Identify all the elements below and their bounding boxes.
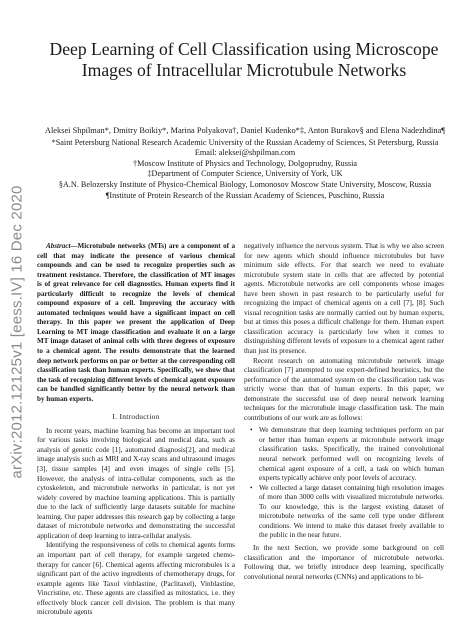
author-list: Aleksei Shpilman*, Dmitry Boikiy*, Marina Polyakova†, Daniel Kudenko*‡, Anton Burakov§ and Elena Nadezhdina¶	[44, 126, 446, 135]
affiliation: §A.N. Belozersky Institute of Physico-Chemical Biology, Lomonosov Moscow State University, Moscow, Russia	[58, 179, 432, 189]
body-paragraph: negatively influence the nervous system. That is why we also screen for new agents which should influence microtubules but have minimum side effects. For that search we need to evaluate microtubule system state in cells that are affected by potential agents. Microtubule networks are cell components whose images have been shown in past research to be particularly useful for recognizing the impact of chemical agents on a cell [7], [8]. Such visual recognition tasks are normally carried out by human experts, but at times this poses a difficult challenge for them. Human expert classification accuracy is particularly low when it comes to distinguishing different levels of exposure to a chemical agent rather than just its presence.	[244, 242, 444, 356]
body-paragraph: In the next Section, we provide some background on cell classification and the importance of microtubule networks. Following that, we briefly introduce deep learning, specifically convolutional neural networks (CNNs) and applications to bi-	[244, 543, 444, 581]
affiliation: ‡Department of Computer Science, University of York, UK	[147, 169, 343, 179]
affiliation: ¶Institute of Protein Research of the Russian Academy of Sciences, Puschino, Russia	[105, 190, 385, 200]
list-item: • We collected a large dataset containing high resolution images of more than 3000 cells with visualized microtubule networks. To our knowledge, this is the largest existing dataset of microtubule networks of the same cell type under different conditions. We intend to make this dataset freely available to the public in the near future.	[259, 484, 444, 541]
paper-title: Deep Learning of Cell Classification using Microscope Images of Intracellular Microtubule Networks	[49, 39, 439, 80]
affiliation: *Saint Petersburg National Research Academic University of the Russian Academy of Sciences, St Petersburg, Russia	[51, 137, 439, 147]
abstract	[37, 242, 235, 404]
arxiv-sidebar-stamp	[6, 172, 28, 492]
arxiv-id: arXiv:2012.12125v1 [eess.IV] 16 Dec 2020	[8, 185, 26, 479]
body-paragraph: In recent years, machine learning has become an important tool for various tasks involving biological and medical data, such as analysis of genetic code [1], automated diagnosis[2], and medical image analysis such as MRI and X-ray scans and ultrasound images [3], tissue samples [4] and even images of single cells [5]. However, the analysis of intra-cellular components, such as the cytoskeleton, and microtubule networks in particular, is not yet widely covered by machine learning applications. This is partially due to the lack of sufficiently large datasets suitable for machine learning. Our paper addresses this research gap by collecting a large dataset of microtubule networks and demonstrating the successful application of deep learning to intra-cellular analysis.	[37, 426, 235, 540]
body-paragraph: Identifying the responsiveness of cells to chemical agents forms an important part of cell therapy, for example targeted chemo-therapy for cancer [6]. Chemical agents affecting microtubules is a significant part of the active ingredients of chemotherapy drugs, for example agents like Taxol vinblastine, (Paclitaxel), Vinblastine, Vincristine, etc. These agents are classified as mitostatics, i.e. they effectively block cancer cell division. The problem is that many microtubule agents	[37, 541, 235, 617]
affiliation: †Moscow Institute of Physics and Technology, Dolgoprudny, Russia	[132, 158, 358, 168]
section-heading: I. Introduction	[112, 412, 160, 422]
left-column	[37, 242, 235, 618]
contribution-list	[244, 426, 444, 541]
list-item: • We demonstrate that deep learning techniques perform on par or better than human experts at microtubule network image classification tasks. Specifically, the trained convolutional neural network performed well on recognizing levels of chemical agent exposure of a cell, a task on which human experts typically achieve only poor levels of accuracy.	[259, 426, 444, 483]
author-email: Email: aleksei@shpilman.com	[194, 148, 296, 158]
abstract-label: Abstract	[46, 242, 71, 250]
right-column	[244, 242, 444, 582]
author-block	[30, 126, 460, 201]
body-paragraph: Recent research on automating microtubule network image classification [7] attempted to use expert-defined heuristics, but the performance of the automated system on the classification task was strictly worse than that of human experts. In this paper, we demonstrate the successful use of deep neural network learning techniques for the microtubule image classification task. The main contributions of our work are as follows:	[244, 356, 444, 422]
abstract-text: —Microtubule networks (MTs) are a component of a cell that may indicate the presence of various chemical compounds and can be used to recognize properties such as treatment resistance. Therefore, the classification of MT images is of great relevance for cell diagnostics. Human experts find it particularly difficult to recognize the levels of chemical compound exposure of a cell. Improving the accuracy with automated techniques would have a significant impact on cell therapy. In this paper we present the application of Deep Learning to MT image classification and evaluate it on a large MT image dataset of animal cells with three degrees of exposure to a chemical agent. The results demonstrate that the learned deep network performs on par or better at the corresponding cell classification task than human experts. Specifically, we show that the task of recognizing different levels of chemical agent exposure can be handled significantly better by the neural network than by human experts.	[37, 242, 236, 403]
